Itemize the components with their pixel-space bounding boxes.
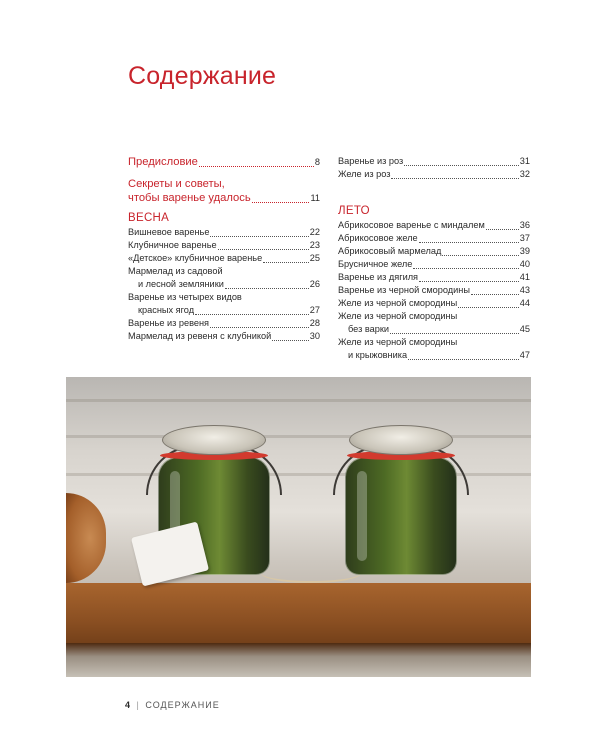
toc-entry-label: Варенье из ревеня	[128, 318, 210, 328]
toc-leader-dots	[419, 281, 519, 282]
toc-entry-currant-gooseberry[interactable]	[338, 336, 530, 362]
toc-entry-page: 31	[519, 156, 530, 166]
toc-entry-page: 27	[309, 305, 320, 315]
toc-entry-page: 11	[310, 193, 320, 203]
toc-entry-page: 47	[519, 350, 530, 360]
toc-entry-page: 26	[309, 279, 320, 289]
toc-entry-label: Варенье из четырех видов	[128, 292, 242, 302]
toc-entry-page: 40	[519, 259, 530, 269]
footer-separator: |	[136, 700, 140, 710]
toc-leader-dots	[272, 340, 309, 341]
toc-entry-currant-raw[interactable]	[338, 310, 530, 336]
section-heading-summer: ЛЕТО	[338, 205, 370, 217]
toc-entry-four-berries[interactable]	[128, 291, 320, 317]
jam-jar-right	[341, 425, 461, 575]
toc-entry[interactable]	[338, 284, 530, 297]
toc-entry[interactable]	[338, 271, 530, 284]
toc-leader-dots	[471, 294, 519, 295]
toc-entry-page: 30	[309, 331, 320, 341]
page-footer	[125, 700, 220, 710]
toc-entry-label: Варенье из дягиля	[338, 272, 419, 282]
footer-section-name: СОДЕРЖАНИЕ	[145, 700, 220, 710]
toc-entry-secrets[interactable]	[128, 177, 320, 205]
page-number: 4	[125, 700, 132, 710]
toc-entry-page: 37	[519, 233, 530, 243]
toc-leader-dots	[263, 262, 309, 263]
toc-entry[interactable]	[338, 232, 530, 245]
toc-entry-label: «Детское» клубничное варенье	[128, 253, 263, 263]
toc-leader-dots	[442, 255, 518, 256]
toc-leader-dots	[458, 307, 519, 308]
toc-leader-dots	[218, 249, 309, 250]
toc-left-column	[128, 155, 320, 343]
toc-entry-page: 41	[519, 272, 530, 282]
toc-entry-label: Секреты и советы,	[128, 178, 225, 190]
toc-entry-label: Варенье из черной смородины	[338, 285, 470, 295]
toc-entry-label: Желе из роз	[338, 169, 391, 179]
toc-leader-dots	[199, 166, 314, 167]
toc-entry-marmalade[interactable]	[128, 265, 320, 291]
toc-entry-page: 23	[309, 240, 320, 250]
toc-entry-page: 36	[519, 220, 530, 230]
toc-entry-page: 45	[519, 324, 530, 334]
toc-entry[interactable]	[128, 239, 320, 252]
toc-entry-label: Мармелад из садовой	[128, 266, 223, 276]
toc-right-column	[338, 155, 530, 362]
toc-entry-label: Абрикосовое желе	[338, 233, 418, 243]
toc-leader-dots	[413, 268, 518, 269]
toc-entry[interactable]	[338, 258, 530, 271]
toc-leader-dots	[252, 202, 310, 203]
toc-entry-label: Мармелад из ревеня с клубникой	[128, 331, 272, 341]
toc-leader-dots	[486, 229, 519, 230]
photo-jam-jars	[66, 377, 531, 677]
toc-entry[interactable]	[338, 245, 530, 258]
toc-entry[interactable]	[128, 330, 320, 343]
toc-entry-page: 25	[309, 253, 320, 263]
bread-image	[66, 493, 106, 583]
toc-entry-label: Вишневое варенье	[128, 227, 210, 237]
toc-entry[interactable]	[128, 317, 320, 330]
toc-leader-dots	[419, 242, 519, 243]
toc-entry-preface[interactable]	[128, 155, 320, 169]
toc-entry-page: 43	[519, 285, 530, 295]
toc-leader-dots	[210, 236, 308, 237]
page-title: Содержание	[128, 62, 277, 90]
toc-entry-label: Абрикосовое варенье с миндалем	[338, 220, 485, 230]
toc-entry-label: Брусничное желе	[338, 259, 413, 269]
toc-entry-label: чтобы варенье удалось	[128, 192, 251, 204]
toc-entry[interactable]	[338, 168, 530, 181]
toc-entry-page: 28	[309, 318, 320, 328]
toc-entry-label: Абрикосовый мармелад	[338, 246, 442, 256]
toc-leader-dots	[391, 178, 518, 179]
toc-leader-dots	[404, 165, 519, 166]
toc-entry-label: Желе из черной смородины	[338, 298, 458, 308]
toc-entry-page: 39	[519, 246, 530, 256]
toc-entry-page: 8	[314, 157, 320, 167]
toc-entry-label: и крыжовника	[348, 350, 408, 360]
toc-entry-label: Варенье из роз	[338, 156, 404, 166]
toc-entry-label: Клубничное варенье	[128, 240, 217, 250]
toc-leader-dots	[195, 314, 309, 315]
toc-leader-dots	[225, 288, 309, 289]
toc-entry-page: 22	[309, 227, 320, 237]
section-heading-spring: ВЕСНА	[128, 212, 170, 224]
toc-leader-dots	[210, 327, 309, 328]
toc-entry-page: 44	[519, 298, 530, 308]
toc-entry-label: Желе из черной смородины	[338, 311, 458, 321]
toc-entry[interactable]	[338, 297, 530, 310]
toc-entry-label: Предисловие	[128, 156, 198, 168]
toc-entry-label: Желе из черной смородины	[338, 337, 458, 347]
toc-entry[interactable]	[128, 252, 320, 265]
toc-entry[interactable]	[338, 219, 530, 232]
toc-entry[interactable]	[128, 226, 320, 239]
toc-entry-label: и лесной земляники	[138, 279, 224, 289]
gift-tag	[131, 522, 209, 587]
toc-entry[interactable]	[338, 155, 530, 168]
toc-leader-dots	[390, 333, 519, 334]
toc-leader-dots	[408, 359, 519, 360]
toc-entry-label: красных ягод	[138, 305, 195, 315]
toc-entry-label: без варки	[348, 324, 389, 334]
toc-entry-page: 32	[519, 169, 530, 179]
